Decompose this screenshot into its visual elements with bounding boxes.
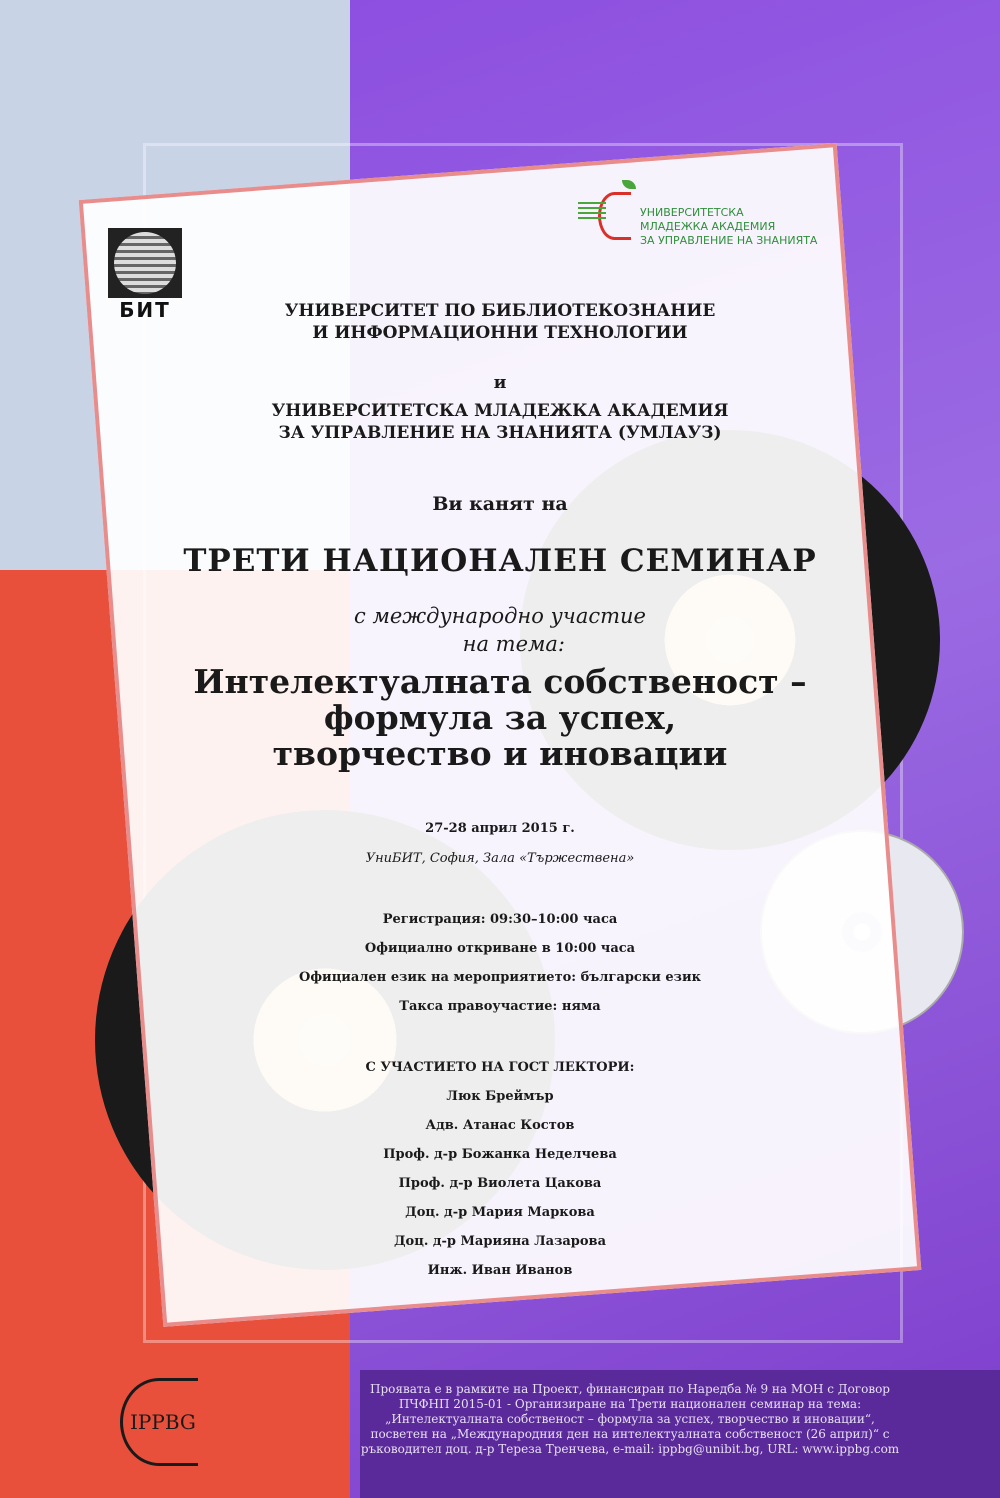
organizer-academy — [150, 400, 850, 444]
topic-line: творчество и иновации — [272, 734, 728, 773]
organizer-line: УНИВЕРСИТЕТСКА МЛАДЕЖКА АКАДЕМИЯ — [271, 401, 729, 421]
lecturer-name: Люк Бреймър — [446, 1089, 554, 1104]
info-line: Регистрация: 09:30–10:00 часа — [382, 912, 618, 927]
international-note: с международно участие — [354, 604, 646, 628]
lecturers-heading: С УЧАСТИЕТО НА ГОСТ ЛЕКТОРИ: — [365, 1060, 635, 1075]
organizer-university — [150, 300, 850, 344]
ippbg-logo — [120, 1378, 200, 1468]
footer-note — [330, 1382, 930, 1457]
lecturer-name: Проф. д-р Божанка Неделчева — [383, 1147, 617, 1162]
lecturer-name: Проф. д-р Виолета Цакова — [398, 1176, 602, 1191]
theme-label: на тема: — [462, 632, 565, 656]
leaf-icon — [622, 180, 636, 189]
bit-logo-text: БИТ — [119, 298, 171, 322]
lecturer-name: Инж. Иван Иванов — [427, 1263, 573, 1278]
info-line: Такса правоучастие: няма — [399, 999, 601, 1014]
lecturers-list — [150, 1053, 850, 1285]
topic-line: Интелектуалната собственост – — [193, 662, 807, 701]
event-info — [150, 905, 850, 1021]
topic-line: формула за успех, — [323, 698, 677, 737]
footer-line: посветен на „Международния ден на интелектуалната собственост (26 април)“ с — [370, 1427, 890, 1441]
lecturer-name: Адв. Атанас Костов — [425, 1118, 575, 1133]
umlauz-logo-text — [640, 206, 817, 248]
seminar-title: ТРЕТИ НАЦИОНАЛЕН СЕМИНАР — [183, 543, 817, 579]
organizer-line: И ИНФОРМАЦИОННИ ТЕХНОЛОГИИ — [312, 323, 688, 343]
footer-line: „Интелектуалната собственост – формула за успех, творчество и иновации“, — [385, 1412, 875, 1426]
speed-lines-icon — [578, 202, 606, 220]
umlauz-logo — [578, 180, 838, 250]
umlauz-logo-line: ЗА УПРАВЛЕНИЕ НА ЗНАНИЯТА — [640, 234, 818, 247]
event-date: 27-28 април 2015 г. — [425, 821, 575, 836]
invite-text: Ви канят на — [432, 493, 568, 515]
organizer-line: ЗА УПРАВЛЕНИЕ НА ЗНАНИЯТА (УМЛАУЗ) — [278, 423, 722, 443]
lecturer-name: Доц. д-р Мария Маркова — [405, 1205, 595, 1220]
event-venue: УниБИТ, София, Зала «Тържествена» — [365, 851, 635, 866]
footer-line: Проявата е в рамките на Проект, финансиран по Наредба № 9 на МОН с Договор — [370, 1382, 890, 1396]
umlauz-logo-line: УНИВЕРСИТЕТСКА — [640, 206, 744, 219]
umlauz-logo-line: МЛАДЕЖКА АКАДЕМИЯ — [640, 220, 776, 233]
footer-line: ръководител доц. д-р Тереза Тренчева, e-mail: ippbg@unibit.bg, URL: www.ippbg.com — [360, 1442, 900, 1456]
lecturer-name: Доц. д-р Марияна Лазарова — [393, 1234, 607, 1249]
info-line: Официално откриване в 10:00 часа — [364, 941, 636, 956]
conjunction: и — [493, 373, 507, 393]
bit-logo-globe-icon — [108, 228, 182, 298]
info-line: Официален език на мероприятието: български език — [299, 970, 701, 985]
ippbg-logo-text: IPPBG — [130, 1410, 196, 1434]
organizer-line: УНИВЕРСИТЕТ ПО БИБЛИОТЕКОЗНАНИЕ — [284, 301, 716, 321]
topic-title — [150, 664, 850, 772]
footer-line: ПЧФНП 2015-01 - Организиране на Трети национален семинар на тема: — [398, 1397, 862, 1411]
